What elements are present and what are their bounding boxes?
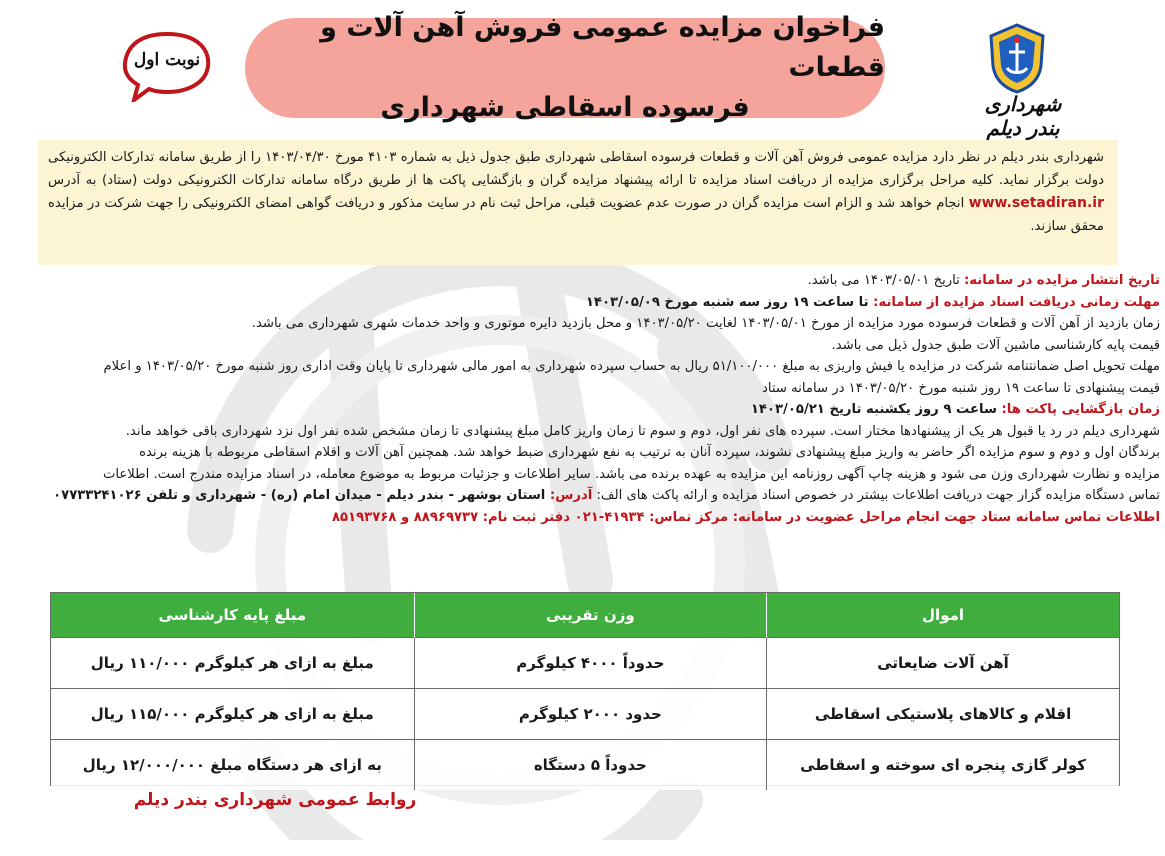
detail-line [14,292,1160,314]
setad-contact-numbers: مرکز تماس: ۴۱۹۳۴-۰۲۱ دفتر ثبت نام: ۸۸۹۶۹۷۳۷ و ۸۵۱۹۳۷۶۸ [331,509,729,525]
publish-date-text: تاریخ ۱۴۰۳/۰۵/۰۱ می باشد. [807,273,964,288]
setad-contact-label: اطلاعات تماس سامانه ستاد جهت انجام مراحل عضویت در سامانه: [728,509,1160,525]
opening-time-text: ساعت ۹ روز یکشنبه تاریخ ۱۴۰۳/۰۵/۲۱ [750,402,1002,417]
cell-item: کولر گازی پنجره ای سوخته و اسقاطی [767,740,1119,791]
cell-price: مبلغ به ازای هر کیلوگرم ۱۱۵/۰۰۰ ریال [51,689,414,740]
title-line-2: فرسوده اسقاطی شهرداری [380,92,750,123]
detail-line: مزایده و نظارت شهرداری وزن می شود و هزینه چاپ آگهی روزنامه این مزایده به عهده برنده می باشد. سایر اطلاعات و جزئیات مربوط به موضوع معامله، در اسناد مزایده مندرج است. اطلاعات [102,466,1160,482]
badge-label: نوبت اول [133,50,201,70]
public-relations-signature: روابط عمومی شهرداری بندر دیلم [133,790,417,810]
detail-line: قیمت پیشنهادی تا ساعت ۱۹ روز شنبه مورخ ۱۴۰۳/۰۵/۲۰ در سامانه ستاد [762,380,1160,396]
detail-line: مهلت تحویل اصل ضمانتنامه شرکت در مزایده یا فیش واریزی به مبلغ ۵۱/۱۰۰/۰۰۰ ریال به حساب سپرده شهرداری به امور مالی شهرداری تا پایان وقت اداری روز شنبه مورخ ۱۴۰۳/۰۵/۲۰ و اعلام [103,359,1160,374]
cell-weight: حدود ۲۰۰۰ کیلوگرم [414,689,766,740]
title-banner [245,12,885,123]
cell-weight: حدوداً ۴۰۰۰ کیلوگرم [414,638,766,689]
cell-item: آهن آلات ضایعاتی [767,638,1119,689]
municipality-emblem-icon [985,22,1049,94]
detail-line [14,507,1160,529]
address-label: آدرس: [549,488,593,503]
doc-deadline-label: مهلت زمانی دریافت اسناد مزایده از سامانه: [873,294,1160,310]
title-line-1: فراخوان مزایده عمومی فروش آهن آلات و قطعات [320,12,885,83]
intro-text-2: انجام خواهد شد و الزام است مزایده گران در صورت عدم عضویت قبلی، مراحل ثبت نام در سایت مذکور و دریافت گواهی امضای الکترونیکی را جهت شرکت در مزایده محقق سازند. [48,196,1104,234]
table-header-row [51,593,1119,638]
doc-deadline-text: تا ساعت ۱۹ روز سه شنبه مورخ ۱۴۰۳/۰۵/۰۹ [585,294,874,310]
table-row [51,638,1119,689]
intro-text-1: شهرداری بندر دیلم در نظر دارد مزایده عمومی فروش آهن آلات و قطعات فرسوده اسقاطی شهرداری طبق جدول ذیل به شماره ۴۱۰۳ مورخ ۱۴۰۳/۰۴/۳۰ را از طریق سامانه تدارکات الکترونیکی دولت برگزار نماید. کلیه مراحل برگزاری مزایده از دریافت اسناد مزایده تا ارائه پیشنهاد مزایده گران و بازگشایی پاکت ها از طریق درگاه سامانه تدارکات الکترونیکی دولت (ستاد) به آدرس [48,150,1104,188]
cell-price: به ازای هر دستگاه مبلغ ۱۲/۰۰۰/۰۰۰ ریال [51,740,414,791]
municipality-logo-text: شهرداری بندر دیلم [984,92,1062,140]
setadiran-link[interactable]: www.setadiran.ir [968,195,1104,211]
detail-line [14,485,1160,507]
header-cell-base-price: مبلغ پایه کارشناسی [51,593,414,638]
intro-paragraph [48,146,1104,238]
header-cell-items: اموال [767,593,1119,638]
details-section [14,270,1160,528]
cell-item: اقلام و کالاهای پلاستیکی اسقاطی [767,689,1119,740]
detail-line [14,270,1160,292]
table-row [51,740,1119,791]
opening-time-label: زمان بازگشایی پاکت ها: [1001,402,1160,417]
address-text: استان بوشهر - بندر دیلم - میدان امام (ره) - شهرداری و تلفن ۰۷۷۳۳۲۴۱۰۲۶ [53,488,550,503]
publish-date-label: تاریخ انتشار مزایده در سامانه: [964,273,1160,288]
table-row [51,689,1119,740]
header [0,0,1165,140]
detail-line: قیمت پایه کارشناسی ماشین آلات طبق جدول ذیل می باشد. [831,337,1160,353]
detail-line: زمان بازدید از آهن آلات و قطعات فرسوده مورد مزایده از مورخ ۱۴۰۳/۰۵/۰۱ لغایت ۱۴۰۳/۰۵/۲۰ و محل بازدید دایره موتوری و واحد خدمات شهری شهرداری می باشد. [251,316,1160,331]
cell-weight: حدوداً ۵ دستگاه [414,740,766,791]
detail-line [14,399,1160,421]
items-table [50,592,1120,786]
first-round-badge [120,30,214,102]
intro-box [38,140,1118,265]
header-cell-weight: وزن تقریبی [414,593,766,638]
detail-line: شهرداری دیلم در رد یا قبول هر یک از پیشنهادها مختار است. سپرده های نفر اول، دوم و سوم تا زمان واریز کامل مبلغ پیشنهادی تا زمان مشخص شده نفر اول نزد شهرداری باقی خواهد ماند. [125,423,1160,439]
detail-line: برندگان اول و دوم و سوم مزایده اگر حاضر به واریز مبلغ پیشنهادی نشوند، سپرده آنان به ترتیب به نفع شهرداری ضبط خواهد شد. همچنین آهن آلات و اقلام اسقاطی مربوطه با هزینه برنده [139,445,1160,460]
contact-text: تماس دستگاه مزایده گزار جهت دریافت اطلاعات بیشتر در خصوص اسناد مزایده و ارائه پاکت های الف: [592,488,1160,503]
cell-price: مبلغ به ازای هر کیلوگرم ۱۱۰/۰۰۰ ریال [51,638,414,689]
